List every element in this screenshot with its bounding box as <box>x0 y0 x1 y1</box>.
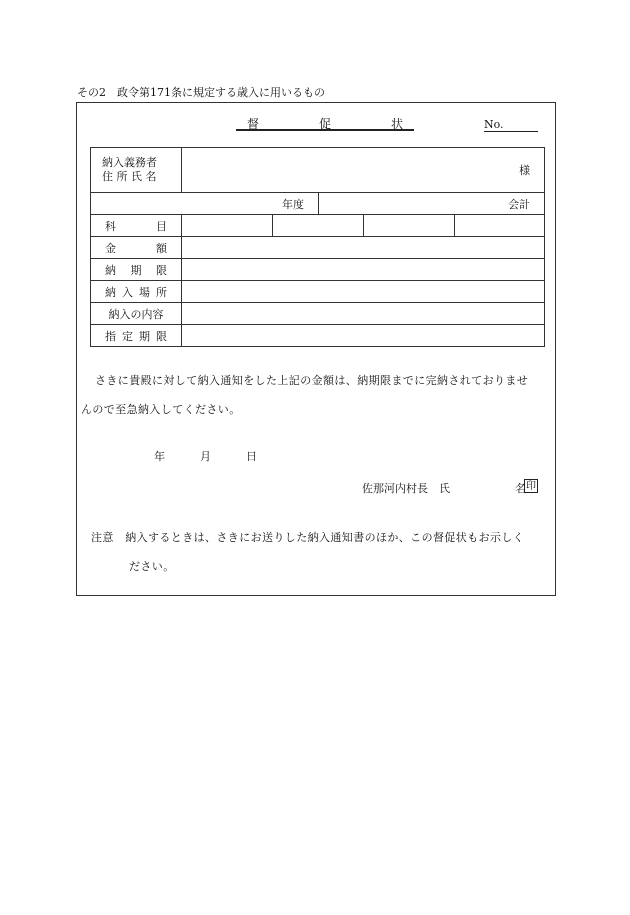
notice-note <box>91 523 553 581</box>
note-line2: ださい。 <box>129 560 175 573</box>
label-char: 指 <box>105 329 116 343</box>
notice-table <box>90 147 545 347</box>
label-char: 金 <box>105 241 116 255</box>
table-row <box>91 215 545 237</box>
subject-label <box>91 215 182 237</box>
designated-deadline-field <box>182 325 545 347</box>
due-date-field <box>182 259 545 281</box>
due-date-label <box>91 259 182 281</box>
notice-body-text: さきに貴殿に対して納入通知をした上記の金額は、納期限までに完納されておりませ <box>95 374 529 387</box>
fiscal-year-field <box>91 193 319 215</box>
table-row <box>91 303 545 325</box>
payment-place-label <box>91 281 182 303</box>
issue-date <box>154 448 257 464</box>
subject-cell <box>364 215 455 237</box>
note-line1: 注意 納入するときは、さきにお送りした納入通知書のほか、この督促状もお示しく <box>91 531 525 544</box>
issuer-name-label: 名 <box>515 482 526 495</box>
payer-label-line2: 住 所 氏 名 <box>102 170 157 183</box>
label-char: 入 <box>122 285 133 299</box>
label-char: 限 <box>156 263 167 277</box>
table-row <box>91 193 545 215</box>
notice-body-line2: んので至急納入してください。 <box>81 403 241 416</box>
date-day: 日 <box>246 450 257 463</box>
payer-label-line1: 納入義務者 <box>102 156 157 169</box>
payment-content-field <box>182 303 545 325</box>
payment-content-label <box>91 303 182 325</box>
number-field: No. <box>484 118 538 132</box>
label-char: 目 <box>156 219 167 233</box>
payment-content-text: 納入の内容 <box>108 307 164 321</box>
sama-label: 様 <box>519 164 531 177</box>
form-caption: その2 政令第171条に規定する歳入に用いるもの <box>77 86 325 99</box>
document-title <box>236 118 414 131</box>
subject-cell <box>455 215 545 237</box>
title-char: 督 <box>247 117 260 131</box>
date-month: 月 <box>200 450 211 463</box>
table-row <box>91 259 545 281</box>
amount-label <box>91 237 182 259</box>
seal-stamp: 印 <box>526 481 536 492</box>
subject-cell <box>182 215 273 237</box>
amount-field <box>182 237 545 259</box>
notice-body-line1 <box>81 366 553 395</box>
date-year: 年 <box>154 450 165 463</box>
account-field <box>319 193 545 215</box>
label-char: 科 <box>105 219 116 233</box>
payer-name-field <box>182 148 545 193</box>
designated-deadline-label <box>91 325 182 347</box>
table-row <box>91 325 545 347</box>
title-char: 促 <box>318 117 331 131</box>
fiscal-year-label: 年度 <box>282 197 304 211</box>
label-char: 納 <box>105 263 116 277</box>
title-char: 状 <box>390 117 403 131</box>
notice-body <box>81 366 553 424</box>
label-char: 期 <box>130 263 142 277</box>
label-char: 期 <box>139 329 150 343</box>
subject-cell <box>273 215 364 237</box>
label-char: 所 <box>156 285 167 299</box>
table-row <box>91 237 545 259</box>
label-char: 定 <box>122 329 133 343</box>
payment-place-field <box>182 281 545 303</box>
label-char: 場 <box>139 285 150 299</box>
table-row <box>91 281 545 303</box>
account-label: 会計 <box>508 197 531 211</box>
payer-label <box>91 148 182 193</box>
label-char: 額 <box>156 241 167 255</box>
table-row <box>91 148 545 193</box>
label-char: 限 <box>156 329 167 343</box>
notice-frame <box>76 102 556 596</box>
label-char: 納 <box>105 285 116 299</box>
issuer-signature <box>362 480 526 496</box>
issuer-title: 佐那河内村長 氏 <box>362 482 450 495</box>
